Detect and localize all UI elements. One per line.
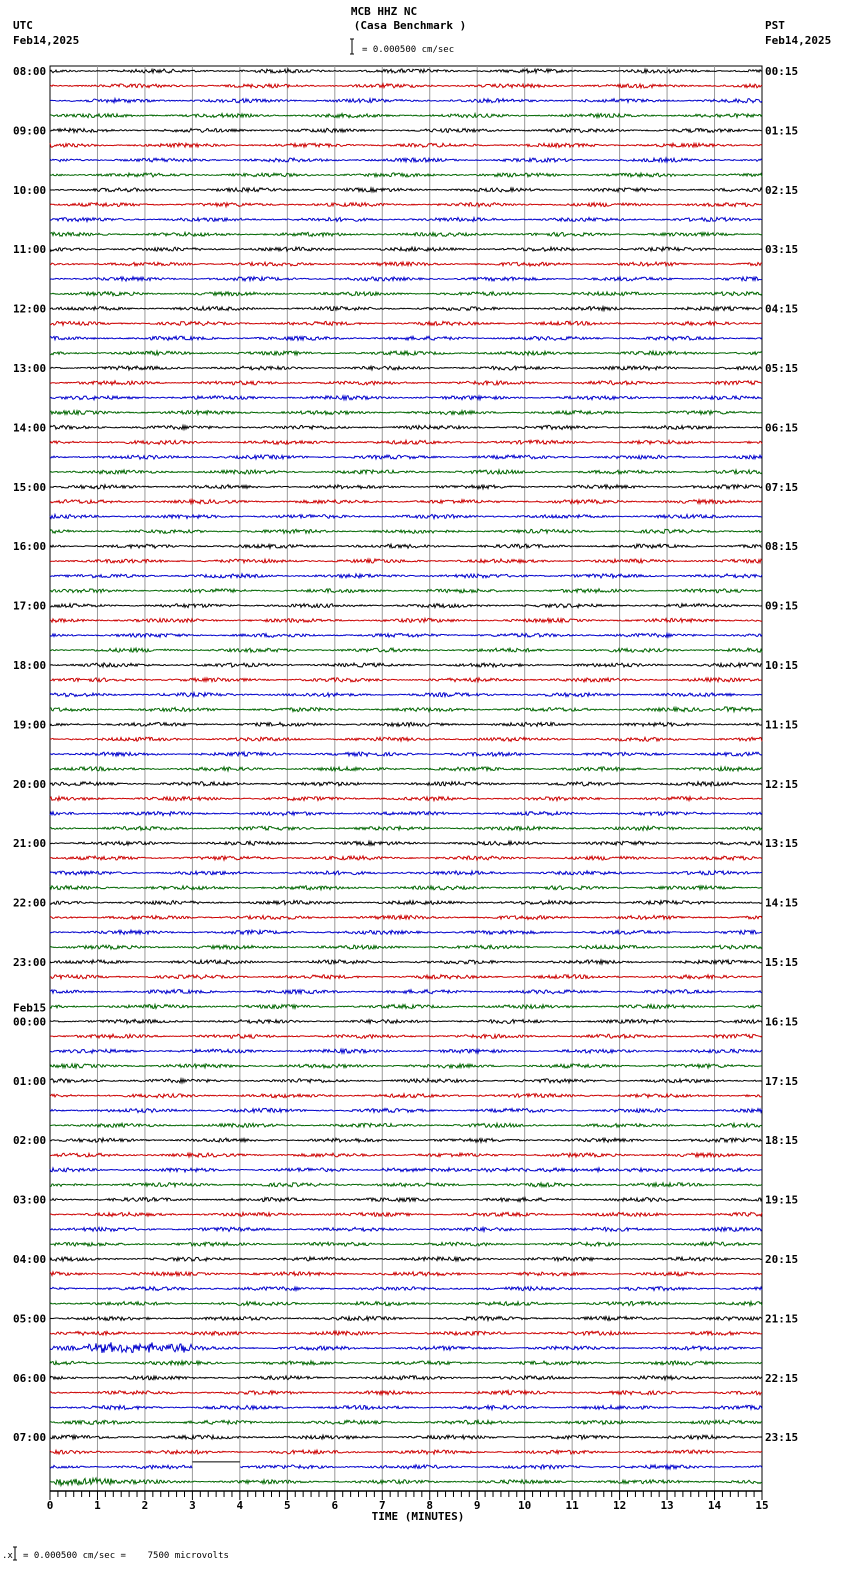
trace-45 xyxy=(50,737,762,741)
footer-unit-mark: .x xyxy=(2,1551,13,1561)
right-timezone: PST xyxy=(765,19,785,32)
trace-52 xyxy=(50,841,762,845)
trace-68 xyxy=(50,1079,762,1083)
pst-hour-label: 10:15 xyxy=(765,659,799,672)
trace-8 xyxy=(50,188,762,192)
pst-hour-label: 07:15 xyxy=(765,480,799,494)
x-tick-label: 14 xyxy=(707,1499,722,1512)
trace-79 xyxy=(50,1242,762,1246)
pst-hour-label: 22:15 xyxy=(765,1371,799,1385)
trace-66 xyxy=(50,1049,762,1053)
trace-86 xyxy=(50,1342,762,1353)
pst-hour-label: 01:15 xyxy=(765,124,799,138)
trace-58 xyxy=(50,930,762,934)
trace-11 xyxy=(50,232,762,236)
trace-9 xyxy=(50,203,762,207)
trace-43 xyxy=(50,707,762,712)
x-tick-label: 12 xyxy=(612,1499,627,1512)
trace-61 xyxy=(50,975,762,979)
trace-5 xyxy=(50,143,762,147)
trace-63 xyxy=(50,1005,762,1009)
footer-scale-icon xyxy=(13,1547,17,1560)
pst-hour-label: 08:15 xyxy=(765,540,799,554)
trace-78 xyxy=(50,1227,762,1231)
trace-93 xyxy=(50,1450,762,1454)
trace-53 xyxy=(50,856,762,860)
utc-hour-label: 03:00 xyxy=(13,1193,47,1207)
trace-35 xyxy=(50,589,762,593)
trace-59 xyxy=(50,945,762,949)
trace-42 xyxy=(50,693,762,697)
utc-hour-label: 19:00 xyxy=(13,718,47,732)
pst-hour-label: 12:15 xyxy=(765,777,799,791)
trace-49 xyxy=(50,797,762,801)
trace-91 xyxy=(50,1420,762,1424)
trace-51 xyxy=(50,826,762,830)
trace-6 xyxy=(50,158,762,162)
scale-text: = 0.000500 cm/sec xyxy=(362,45,455,55)
trace-17 xyxy=(50,321,762,325)
footer-scale-text: = 0.000500 cm/sec = 7500 microvolts xyxy=(23,1551,229,1561)
site-name: (Casa Benchmark ) xyxy=(353,19,467,32)
x-tick-label: 15 xyxy=(755,1499,769,1512)
x-tick-label: 0 xyxy=(46,1499,54,1512)
trace-0 xyxy=(50,69,762,73)
trace-90 xyxy=(50,1405,762,1409)
trace-72 xyxy=(50,1138,762,1142)
trace-38 xyxy=(50,633,762,637)
trace-1 xyxy=(50,84,762,88)
trace-16 xyxy=(50,307,762,311)
utc-hour-label: 15:00 xyxy=(13,480,47,494)
trace-56 xyxy=(50,901,762,905)
pst-hour-label: 03:15 xyxy=(765,243,799,257)
utc-hour-label: 11:00 xyxy=(13,243,47,257)
trace-73 xyxy=(50,1153,762,1157)
trace-33 xyxy=(50,559,762,563)
trace-94 xyxy=(50,1465,762,1469)
trace-54 xyxy=(50,871,762,875)
trace-10 xyxy=(50,217,762,221)
trace-89 xyxy=(50,1391,762,1395)
trace-88 xyxy=(50,1376,762,1380)
utc-hour-label: 14:00 xyxy=(13,421,47,435)
left-timezone: UTC xyxy=(13,19,33,32)
x-tick-label: 10 xyxy=(518,1499,532,1512)
trace-71 xyxy=(50,1123,762,1127)
trace-64 xyxy=(50,1019,762,1023)
pst-hour-label: 17:15 xyxy=(765,1074,799,1088)
x-tick-label: 13 xyxy=(660,1499,674,1512)
trace-47 xyxy=(50,767,762,771)
x-tick-label: 5 xyxy=(284,1499,291,1512)
trace-19 xyxy=(50,351,762,355)
trace-80 xyxy=(50,1257,762,1261)
trace-24 xyxy=(50,425,762,429)
pst-hour-label: 19:15 xyxy=(765,1193,799,1207)
utc-hour-label: 17:00 xyxy=(13,599,47,613)
utc-hour-label: 23:00 xyxy=(13,956,47,969)
pst-hour-label: 09:15 xyxy=(765,599,799,613)
trace-23 xyxy=(50,411,762,415)
left-date: Feb14,2025 xyxy=(13,34,80,47)
trace-21 xyxy=(50,381,762,385)
trace-3 xyxy=(50,114,762,118)
utc-hour-label: 13:00 xyxy=(13,362,47,375)
trace-13 xyxy=(50,262,762,266)
utc-hour-label: 07:00 xyxy=(13,1431,47,1445)
x-axis xyxy=(47,1491,769,1512)
trace-95 xyxy=(50,1478,762,1486)
trace-22 xyxy=(50,396,762,400)
x-tick-label: 7 xyxy=(378,1499,386,1512)
utc-hour-label: 18:00 xyxy=(13,659,47,672)
utc-hour-label: 00:00 xyxy=(13,1015,47,1029)
pst-hour-label: 00:15 xyxy=(765,65,799,78)
pst-hour-label: 23:15 xyxy=(765,1431,799,1445)
x-tick-label: 2 xyxy=(141,1499,149,1512)
utc-hour-label: 21:00 xyxy=(13,837,47,851)
trace-84 xyxy=(50,1316,762,1320)
trace-30 xyxy=(50,514,762,518)
trace-75 xyxy=(50,1183,762,1187)
trace-67 xyxy=(50,1064,762,1068)
trace-39 xyxy=(50,648,762,652)
trace-85 xyxy=(50,1331,762,1335)
x-tick-label: 3 xyxy=(189,1499,196,1512)
pst-hour-label: 06:15 xyxy=(765,421,799,435)
trace-20 xyxy=(50,366,762,370)
trace-18 xyxy=(50,336,762,340)
utc-hour-label: 20:00 xyxy=(13,777,47,791)
utc-hour-label: 06:00 xyxy=(13,1371,47,1385)
trace-82 xyxy=(50,1287,762,1291)
trace-92 xyxy=(50,1435,762,1439)
trace-81 xyxy=(50,1272,762,1276)
utc-hour-label: 12:00 xyxy=(13,302,47,316)
utc-hour-label: 08:00 xyxy=(13,65,47,78)
trace-48 xyxy=(50,782,762,786)
x-tick-label: 11 xyxy=(565,1499,579,1512)
trace-57 xyxy=(50,916,762,920)
utc-hour-label: 01:00 xyxy=(13,1074,47,1088)
trace-70 xyxy=(50,1108,762,1112)
pst-hour-label: 21:15 xyxy=(765,1312,799,1326)
utc-hour-label: 05:00 xyxy=(13,1312,47,1326)
trace-60 xyxy=(50,960,762,964)
utc-hour-label: 02:00 xyxy=(13,1134,47,1148)
date-change-label: Feb15 xyxy=(13,1001,47,1015)
trace-7 xyxy=(50,173,762,177)
utc-hour-label: 09:00 xyxy=(13,124,47,138)
trace-25 xyxy=(50,440,762,444)
pst-hour-label: 02:15 xyxy=(765,183,799,197)
trace-76 xyxy=(50,1198,762,1202)
trace-50 xyxy=(50,812,762,816)
pst-hour-label: 16:15 xyxy=(765,1015,799,1029)
pst-hour-label: 11:15 xyxy=(765,718,799,732)
pst-hour-label: 20:15 xyxy=(765,1253,799,1266)
trace-32 xyxy=(50,544,762,548)
trace-55 xyxy=(50,886,762,890)
trace-4 xyxy=(50,128,762,132)
trace-28 xyxy=(50,485,762,489)
trace-14 xyxy=(50,277,762,281)
trace-40 xyxy=(50,663,762,667)
trace-41 xyxy=(50,678,762,682)
trace-31 xyxy=(50,529,762,533)
trace-44 xyxy=(50,722,762,726)
x-tick-label: 6 xyxy=(331,1499,339,1512)
x-tick-label: 4 xyxy=(236,1499,244,1512)
trace-12 xyxy=(50,247,762,251)
trace-62 xyxy=(50,990,762,994)
trace-77 xyxy=(50,1212,762,1216)
trace-27 xyxy=(50,470,762,474)
trace-26 xyxy=(50,455,762,459)
trace-74 xyxy=(50,1168,762,1172)
utc-hour-label: 10:00 xyxy=(13,183,47,197)
pst-hour-label: 15:15 xyxy=(765,956,799,969)
utc-hour-label: 16:00 xyxy=(13,540,47,554)
trace-34 xyxy=(50,574,762,578)
utc-hour-label: 22:00 xyxy=(13,896,47,910)
station-title: MCB HHZ NC xyxy=(350,5,418,18)
traces xyxy=(50,69,762,1486)
utc-hour-label: 04:00 xyxy=(13,1253,47,1266)
trace-2 xyxy=(50,99,762,103)
x-axis-label: TIME (MINUTES) xyxy=(371,1510,465,1523)
right-date: Feb14,2025 xyxy=(765,34,832,47)
trace-37 xyxy=(50,618,762,622)
trace-15 xyxy=(50,292,762,296)
trace-87 xyxy=(50,1361,762,1365)
pst-hour-label: 13:15 xyxy=(765,837,799,851)
trace-69 xyxy=(50,1094,762,1098)
pst-hour-label: 18:15 xyxy=(765,1134,799,1148)
trace-46 xyxy=(50,752,762,756)
x-tick-label: 9 xyxy=(473,1499,481,1512)
x-tick-label: 1 xyxy=(94,1499,101,1512)
scale-bar-icon xyxy=(350,39,354,54)
pst-hour-label: 14:15 xyxy=(765,896,799,910)
trace-29 xyxy=(50,500,762,504)
pst-hour-label: 04:15 xyxy=(765,302,799,316)
trace-36 xyxy=(50,604,762,608)
trace-65 xyxy=(50,1034,762,1038)
pst-hour-label: 05:15 xyxy=(765,362,799,375)
trace-83 xyxy=(50,1302,762,1306)
x-tick-label: 8 xyxy=(426,1499,434,1512)
